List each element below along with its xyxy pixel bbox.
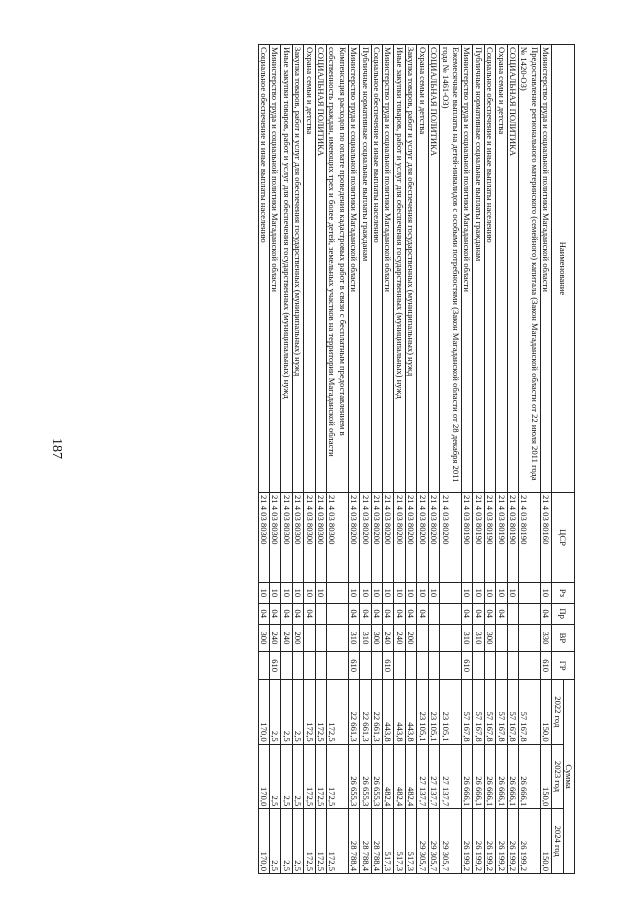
row-pr-cell	[315, 603, 326, 624]
row-pr-cell: 04	[281, 603, 292, 624]
row-2024-cell: 26 199,2	[518, 809, 540, 874]
row-gr-cell	[258, 652, 269, 680]
header-year-2024: 2024 год	[552, 809, 563, 874]
row-pr-cell: 04	[383, 603, 394, 624]
row-2024-cell: 26 199,2	[496, 809, 507, 874]
row-2023-cell: 26 655,3	[360, 744, 371, 809]
row-gr-cell: 610	[461, 652, 472, 680]
table-row	[383, 45, 394, 874]
row-csr-cell: 21 4 03 80190	[484, 492, 495, 582]
header-csr: ЦСР	[552, 492, 575, 582]
row-2022-cell: 150,0	[540, 679, 551, 744]
row-pr-cell: 04	[292, 603, 303, 624]
row-2023-cell: 26 666,1	[507, 744, 518, 809]
row-csr-cell: 21 4 03 80190	[496, 492, 507, 582]
row-name-cell: Иные закупки товаров, работ и услуг для обеспечения государственных (муниципальных) нужд	[281, 45, 292, 493]
row-2023-cell: 26 666,1	[473, 744, 484, 809]
row-pr-cell	[428, 603, 439, 624]
row-rz-cell: 10	[383, 583, 394, 604]
table-row	[440, 45, 462, 874]
row-2022-cell: 23 105,1	[428, 679, 439, 744]
row-csr-cell: 21 4 03 80200	[348, 492, 359, 582]
row-gr-cell	[405, 652, 416, 680]
row-vr-cell	[440, 624, 462, 652]
row-csr-cell: 21 4 03 80200	[428, 492, 439, 582]
row-pr-cell: 04	[484, 603, 495, 624]
row-2022-cell: 172,5	[327, 679, 349, 744]
row-2022-cell: 57 167,8	[507, 679, 518, 744]
row-2024-cell: 29 305,7	[440, 809, 462, 874]
row-2022-cell: 22 661,3	[360, 679, 371, 744]
table-row	[292, 45, 303, 874]
row-2022-cell: 23 105,1	[440, 679, 462, 744]
row-rz-cell: 10	[304, 583, 315, 604]
table-row	[507, 45, 518, 874]
budget-table-sheet	[258, 44, 575, 874]
row-2024-cell: 28 788,4	[371, 809, 382, 874]
row-2023-cell: 26 655,3	[371, 744, 382, 809]
row-rz-cell: 10	[270, 583, 281, 604]
row-gr-cell	[371, 652, 382, 680]
header-sum: Сумма	[563, 679, 574, 873]
row-2024-cell: 517,3	[405, 809, 416, 874]
row-rz-cell: 10	[484, 583, 495, 604]
row-csr-cell: 21 4 03 80200	[417, 492, 428, 582]
row-name-cell: Публичные нормативные социальные выплаты гражданам	[360, 45, 371, 493]
table-row	[360, 45, 371, 874]
row-2024-cell: 29 305,7	[417, 809, 428, 874]
row-csr-cell: 21 4 03 80200	[405, 492, 416, 582]
row-2022-cell: 57 167,8	[461, 679, 472, 744]
row-2024-cell: 28 788,4	[348, 809, 359, 874]
row-name-cell: СОЦИАЛЬНАЯ ПОЛИТИКА	[315, 45, 326, 493]
table-row	[394, 45, 405, 874]
row-2022-cell: 172,5	[304, 679, 315, 744]
row-name-cell: Закупка товаров, работ и услуг для обеспечения государственных (муниципальных) нужд	[405, 45, 416, 493]
row-csr-cell: 21 4 03 80190	[507, 492, 518, 582]
row-rz-cell	[327, 583, 349, 604]
row-2023-cell: 26 666,1	[518, 744, 540, 809]
row-2022-cell: 443,8	[383, 679, 394, 744]
row-vr-cell	[428, 624, 439, 652]
row-gr-cell: 610	[383, 652, 394, 680]
row-gr-cell	[484, 652, 495, 680]
row-2023-cell: 26 666,1	[484, 744, 495, 809]
table-row	[461, 45, 472, 874]
row-2023-cell: 170,0	[258, 744, 269, 809]
row-vr-cell: 300	[484, 624, 495, 652]
row-pr-cell	[327, 603, 349, 624]
row-gr-cell	[518, 652, 540, 680]
row-name-cell: Ежемесячные выплаты на детей-инвалидов с особыми потребностями (Закон Магаданской области от 28 декабря 2011 года № 1461-ОЗ)	[440, 45, 462, 493]
row-2022-cell: 2,5	[270, 679, 281, 744]
row-vr-cell: 240	[394, 624, 405, 652]
table-row	[484, 45, 495, 874]
row-2024-cell: 172,5	[304, 809, 315, 874]
row-name-cell: Предоставление регионального материнского (семейного) капитала (Закон Магаданской области от 22 июля 2011 года № 1420-ОЗ)	[518, 45, 540, 493]
row-csr-cell: 21 4 03 80300	[270, 492, 281, 582]
row-pr-cell: 04	[360, 603, 371, 624]
row-csr-cell: 21 4 03 80190	[461, 492, 472, 582]
row-rz-cell: 10	[473, 583, 484, 604]
row-gr-cell	[304, 652, 315, 680]
row-rz-cell: 10	[348, 583, 359, 604]
row-name-cell: Иные закупки товаров, работ и услуг для обеспечения государственных (муниципальных) нужд	[394, 45, 405, 493]
row-csr-cell: 21 4 03 80300	[292, 492, 303, 582]
row-gr-cell	[281, 652, 292, 680]
row-vr-cell	[327, 624, 349, 652]
table-row	[473, 45, 484, 874]
row-2022-cell: 57 167,8	[473, 679, 484, 744]
row-gr-cell	[394, 652, 405, 680]
row-2024-cell: 150,0	[540, 809, 551, 874]
row-2022-cell: 22 661,3	[348, 679, 359, 744]
row-gr-cell: 610	[270, 652, 281, 680]
row-name-cell: Министерство труда и социальной политики Магаданской области	[348, 45, 359, 493]
header-pr: Пр	[552, 603, 575, 624]
header-year-2022: 2022 год	[552, 679, 563, 744]
header-rz: Рз	[552, 583, 575, 604]
row-2024-cell: 172,5	[315, 809, 326, 874]
header-name: Наименование	[552, 45, 575, 493]
table-row	[258, 45, 269, 874]
row-name-cell: Министерство труда и социальной политики Магаданской области	[383, 45, 394, 493]
row-csr-cell: 21 4 03 80200	[371, 492, 382, 582]
row-pr-cell	[518, 603, 540, 624]
row-2023-cell: 2,5	[292, 744, 303, 809]
row-vr-cell: 240	[383, 624, 394, 652]
row-pr-cell: 04	[417, 603, 428, 624]
row-name-cell: СОЦИАЛЬНАЯ ПОЛИТИКА	[507, 45, 518, 493]
row-rz-cell: 10	[405, 583, 416, 604]
row-vr-cell	[315, 624, 326, 652]
row-2024-cell: 2,5	[270, 809, 281, 874]
row-2024-cell: 170,0	[258, 809, 269, 874]
row-csr-cell: 21 4 03 80190	[473, 492, 484, 582]
table-row	[371, 45, 382, 874]
row-2024-cell: 28 788,4	[360, 809, 371, 874]
row-name-cell: Охрана семьи и детства	[496, 45, 507, 493]
row-gr-cell	[473, 652, 484, 680]
row-vr-cell: 310	[348, 624, 359, 652]
header-gr: ГР	[552, 652, 575, 680]
row-pr-cell: 04	[371, 603, 382, 624]
row-csr-cell: 21 4 03 80300	[315, 492, 326, 582]
table-body	[258, 45, 552, 874]
row-2022-cell: 2,5	[292, 679, 303, 744]
row-vr-cell: 310	[360, 624, 371, 652]
row-gr-cell	[507, 652, 518, 680]
table-row	[428, 45, 439, 874]
row-vr-cell: 300	[258, 624, 269, 652]
row-rz-cell: 10	[281, 583, 292, 604]
table-row	[496, 45, 507, 874]
row-csr-cell: 21 4 03 80200	[360, 492, 371, 582]
row-vr-cell: 240	[281, 624, 292, 652]
row-gr-cell: 610	[540, 652, 551, 680]
row-name-cell: Министерство труда и социальной политики Магаданской области	[461, 45, 472, 493]
row-vr-cell: 310	[473, 624, 484, 652]
row-name-cell: Министерство труда и социальной политики Магаданской области	[270, 45, 281, 493]
row-2022-cell: 443,8	[394, 679, 405, 744]
row-2023-cell: 482,4	[394, 744, 405, 809]
table-row	[281, 45, 292, 874]
row-vr-cell	[417, 624, 428, 652]
row-2023-cell: 482,4	[405, 744, 416, 809]
row-rz-cell: 10	[360, 583, 371, 604]
row-2023-cell: 27 137,7	[417, 744, 428, 809]
row-name-cell: СОЦИАЛЬНАЯ ПОЛИТИКА	[428, 45, 439, 493]
row-2023-cell: 26 666,1	[461, 744, 472, 809]
row-2022-cell: 57 167,8	[484, 679, 495, 744]
row-csr-cell: 21 4 03 80200	[394, 492, 405, 582]
row-2024-cell: 2,5	[281, 809, 292, 874]
row-2024-cell: 172,5	[327, 809, 349, 874]
row-vr-cell	[304, 624, 315, 652]
row-name-cell: Социальное обеспечение и иные выплаты населению	[371, 45, 382, 493]
row-csr-cell: 21 4 03 80200	[383, 492, 394, 582]
row-vr-cell: 300	[371, 624, 382, 652]
row-2023-cell: 172,5	[315, 744, 326, 809]
row-gr-cell	[327, 652, 349, 680]
row-csr-cell: 21 4 03 80300	[304, 492, 315, 582]
row-vr-cell	[507, 624, 518, 652]
table-row	[327, 45, 349, 874]
row-rz-cell: 10	[461, 583, 472, 604]
row-2023-cell: 27 137,7	[440, 744, 462, 809]
row-pr-cell: 04	[394, 603, 405, 624]
row-2024-cell: 2,5	[292, 809, 303, 874]
row-csr-cell: 21 4 03 80200	[440, 492, 462, 582]
row-pr-cell: 04	[540, 603, 551, 624]
header-year-2023: 2023 год	[552, 744, 563, 809]
row-2022-cell: 443,8	[405, 679, 416, 744]
row-2024-cell: 26 199,2	[461, 809, 472, 874]
row-gr-cell	[428, 652, 439, 680]
row-vr-cell: 200	[292, 624, 303, 652]
row-2024-cell: 26 199,2	[473, 809, 484, 874]
table-row	[518, 45, 540, 874]
row-vr-cell	[496, 624, 507, 652]
row-rz-cell: 10	[292, 583, 303, 604]
row-rz-cell: 10	[258, 583, 269, 604]
budget-table	[258, 44, 575, 874]
row-2024-cell: 26 199,2	[484, 809, 495, 874]
table-row	[417, 45, 428, 874]
row-2023-cell: 2,5	[281, 744, 292, 809]
row-pr-cell: 04	[473, 603, 484, 624]
row-2024-cell: 517,3	[383, 809, 394, 874]
row-name-cell: Публичные нормативные социальные выплаты гражданам	[473, 45, 484, 493]
row-gr-cell	[292, 652, 303, 680]
row-csr-cell: 21 4 03 80160	[540, 492, 551, 582]
page-number: 187	[49, 438, 64, 459]
row-gr-cell	[417, 652, 428, 680]
row-rz-cell	[518, 583, 540, 604]
row-2022-cell: 57 167,8	[496, 679, 507, 744]
row-pr-cell	[507, 603, 518, 624]
row-2023-cell: 150,0	[540, 744, 551, 809]
row-2022-cell: 22 661,3	[371, 679, 382, 744]
row-rz-cell: 10	[540, 583, 551, 604]
row-csr-cell: 21 4 03 80300	[258, 492, 269, 582]
row-2023-cell: 172,5	[327, 744, 349, 809]
row-2023-cell: 482,4	[383, 744, 394, 809]
row-pr-cell: 04	[405, 603, 416, 624]
row-rz-cell: 10	[428, 583, 439, 604]
row-2022-cell: 2,5	[281, 679, 292, 744]
table-row	[270, 45, 281, 874]
row-name-cell: Министерство труда и социальной политики Магаданской области	[540, 45, 551, 493]
row-2024-cell: 517,3	[394, 809, 405, 874]
row-pr-cell: 04	[496, 603, 507, 624]
row-rz-cell: 10	[394, 583, 405, 604]
table-row	[315, 45, 326, 874]
row-name-cell: Социальное обеспечение и иные выплаты населению	[258, 45, 269, 493]
row-2023-cell: 172,5	[304, 744, 315, 809]
row-2024-cell: 29 305,7	[428, 809, 439, 874]
row-name-cell: Социальное обеспечение и иные выплаты населению	[484, 45, 495, 493]
row-rz-cell: 10	[417, 583, 428, 604]
row-2023-cell: 26 666,1	[496, 744, 507, 809]
row-2024-cell: 26 199,2	[507, 809, 518, 874]
row-csr-cell: 21 4 03 80300	[281, 492, 292, 582]
table-row	[304, 45, 315, 874]
row-vr-cell: 310	[461, 624, 472, 652]
row-gr-cell	[496, 652, 507, 680]
table-row	[540, 45, 551, 874]
table-row	[348, 45, 359, 874]
header-row-top	[563, 45, 574, 874]
row-gr-cell	[440, 652, 462, 680]
row-pr-cell: 04	[304, 603, 315, 624]
row-pr-cell: 04	[270, 603, 281, 624]
row-gr-cell	[315, 652, 326, 680]
row-vr-cell: 240	[270, 624, 281, 652]
row-name-cell: Компенсация расходов по оплате проведения кадастровых работ в связи с бесплатным предоставлением в собственность граждан, имеющих трех и более детей, земельных участков на территории Магаданской области	[327, 45, 349, 493]
row-pr-cell: 04	[461, 603, 472, 624]
header-vr: ВР	[552, 624, 575, 652]
table-row	[405, 45, 416, 874]
row-name-cell: Охрана семьи и детства	[304, 45, 315, 493]
row-rz-cell	[440, 583, 462, 604]
row-2023-cell: 2,5	[270, 744, 281, 809]
row-pr-cell: 04	[348, 603, 359, 624]
row-2022-cell: 172,5	[315, 679, 326, 744]
row-csr-cell: 21 4 03 80300	[327, 492, 349, 582]
row-vr-cell	[518, 624, 540, 652]
row-rz-cell: 10	[371, 583, 382, 604]
row-2022-cell: 57 167,8	[518, 679, 540, 744]
row-vr-cell: 330	[540, 624, 551, 652]
row-name-cell: Закупка товаров, работ и услуг для обеспечения государственных (муниципальных) нужд	[292, 45, 303, 493]
row-2023-cell: 26 655,3	[348, 744, 359, 809]
row-2022-cell: 23 105,1	[417, 679, 428, 744]
row-rz-cell: 10	[315, 583, 326, 604]
row-csr-cell: 21 4 03 80190	[518, 492, 540, 582]
row-pr-cell	[440, 603, 462, 624]
row-pr-cell: 04	[258, 603, 269, 624]
row-2023-cell: 27 137,7	[428, 744, 439, 809]
row-gr-cell: 610	[348, 652, 359, 680]
row-rz-cell: 10	[496, 583, 507, 604]
row-vr-cell: 200	[405, 624, 416, 652]
row-rz-cell: 10	[507, 583, 518, 604]
row-name-cell: Охрана семьи и детства	[417, 45, 428, 493]
row-gr-cell	[360, 652, 371, 680]
row-2022-cell: 170,0	[258, 679, 269, 744]
